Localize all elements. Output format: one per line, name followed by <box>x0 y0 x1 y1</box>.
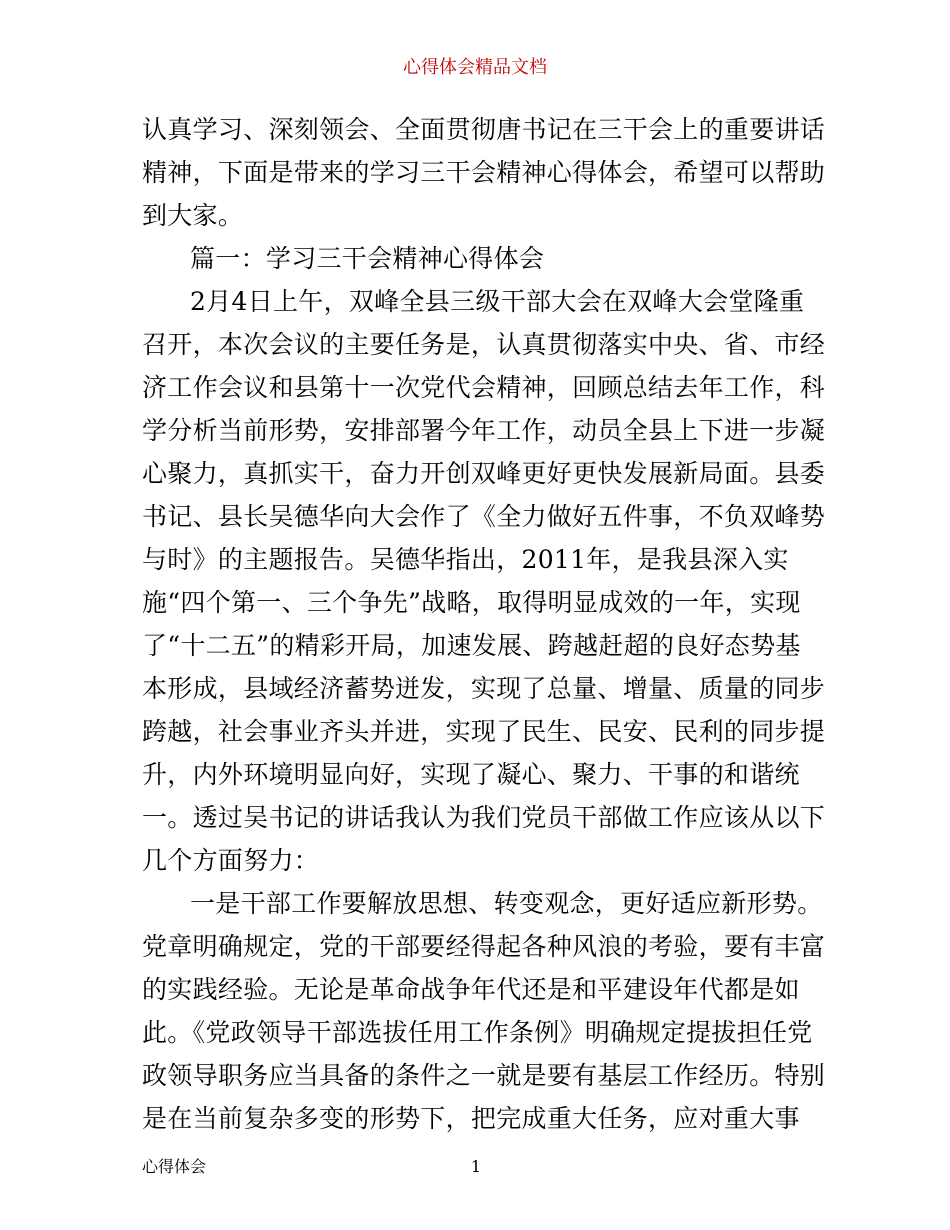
body-line: 的实践经验。无论是革命战争年代还是和平建设年代都是如 <box>142 975 800 1004</box>
body-line: 此。《党政领导干部选拔任用工作条例》明确规定提拔担任党 <box>142 1018 813 1047</box>
body-line: 精神，下面是带来的学习三干会精神心得体会，希望可以帮助 <box>142 158 826 187</box>
body-line: 2月4日上午，双峰全县三级干部大会在双峰大会堂隆重 <box>190 287 805 316</box>
section-heading: 篇一：学习三干会精神心得体会 <box>190 244 545 273</box>
body-line: 升，内外环境明显向好，实现了凝心、聚力、干事的和谐统 <box>142 760 800 789</box>
body-line: 与时》的主题报告。吴德华指出，2011年，是我县深入实 <box>142 545 789 574</box>
body-line: 认真学习、深刻领会、全面贯彻唐书记在三干会上的重要讲话 <box>142 115 826 144</box>
body-line: 一是干部工作要解放思想、转变观念，更好适应新形势。 <box>190 889 823 918</box>
body-line: 本形成，县域经济蓄势迸发，实现了总量、增量、质量的同步 <box>142 674 826 703</box>
body-line: 政领导职务应当具备的条件之一就是要有基层工作经历。特别 <box>142 1061 826 1090</box>
body-line: 学分析当前形势，安排部署今年工作，动员全县上下进一步凝 <box>142 416 826 445</box>
body-line: 书记、县长吴德华向大会作了《全力做好五件事，不负双峰势 <box>142 502 826 531</box>
body-line: 心聚力，真抓实干，奋力开创双峰更好更快发展新局面。县委 <box>142 459 826 488</box>
body-line: 济工作会议和县第十一次党代会精神，回顾总结去年工作，科 <box>142 373 826 402</box>
body-line: 召开，本次会议的主要任务是，认真贯彻落实中央、省、市经 <box>142 330 826 359</box>
body-line: 是在当前复杂多变的形势下，把完成重大任务，应对重大事 <box>142 1104 800 1133</box>
body-line: 施“四个第一、三个争先”战略，取得明显成效的一年，实现 <box>142 588 801 617</box>
page-number: 1 <box>470 1157 482 1176</box>
footer-label: 心得体会 <box>142 1157 207 1176</box>
page-header-title: 心得体会精品文档 <box>403 57 547 78</box>
body-line: 一。透过吴书记的讲话我认为我们党员干部做工作应该从以下 <box>142 803 826 832</box>
body-line: 了“十二五”的精彩开局，加速发展、跨越赶超的良好态势基 <box>142 631 801 660</box>
body-line: 到大家。 <box>142 201 244 230</box>
body-line: 党章明确规定，党的干部要经得起各种风浪的考验，要有丰富 <box>142 932 826 961</box>
body-line: 跨越，社会事业齐头并进，实现了民生、民安、民利的同步提 <box>142 717 826 746</box>
body-line: 几个方面努力： <box>142 846 320 875</box>
